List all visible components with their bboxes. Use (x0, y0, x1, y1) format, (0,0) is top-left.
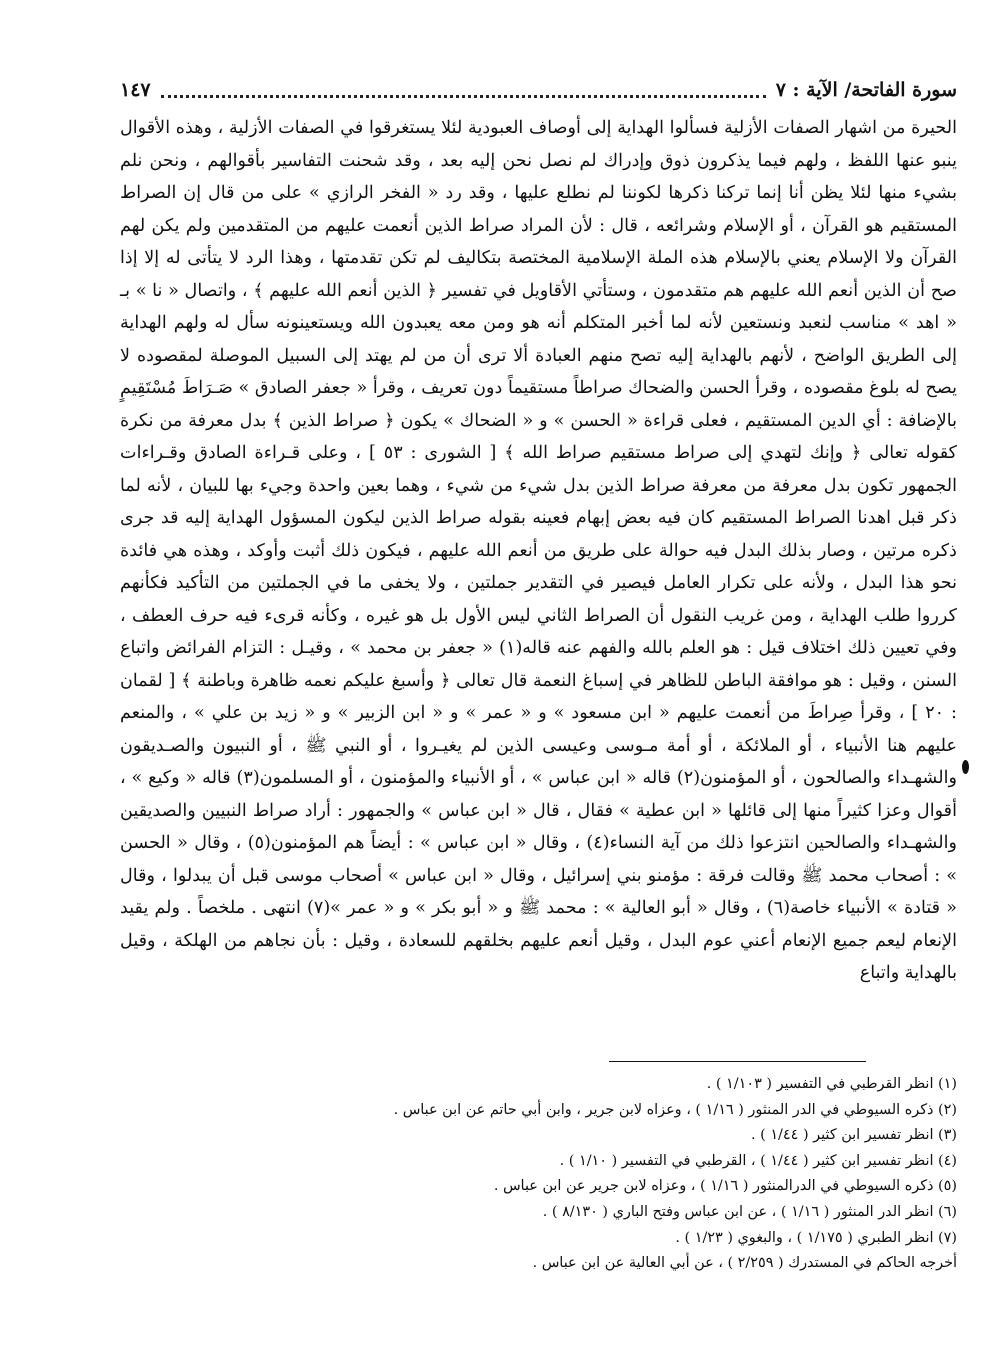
footnote-4: (٤) انظر تفسير ابن كثير ( ١/٤٤ ) ، القرطبي في التفسير ( ١/١٠ ) . (559, 1152, 957, 1169)
main-paragraph: الحيرة من اشهار الصفات الأزلية فسألوا الهداية إلى أوصاف العبودية لئلا يستغرقوا في الصفات الأزلية ، وهذه الأقوال ينبو عنها اللفظ ، ولهم فيما يذكرون ذوق وإدراك لم نصل نحن إليه بعد ، وقد شحنت التفاسير بأقوالهم ، ونحن نلم بشيء منها لئلا يظن أنا إنما تركنا ذكرها لكوننا لم نطلع عليها ، وقد رد « الفخر الرازي » على من قال إن الصراط المستقيم هو القرآن ، أو الإسلام وشرائعه ، قال : لأن المراد صراط الذين أنعمت عليهم من المتقدمين ولم يكن لهم القرآن ولا الإسلام يعني بالإسلام هذه الملة الإسلامية المختصة بتكاليف لم تكن تقدمتها ، وهذا الرد لا يتأتى له إلا إذا صح أن الذين أنعم الله عليهم هم متقدمون ، وستأتي الأقاويل في تفسير ﴿ الذين أنعم الله عليهم ﴾ ، واتصال « نا » بـ « اهد » مناسب لنعبد ونستعين لأنه لما أخبر المتكلم أنه هو ومن معه يعبدون الله ويستعينونه سأل له ولهم الهداية إلى الطريق الواضح ، لأنهم بالهداية إليه تصح منهم العبادة ألا ترى أن من لم يهتد إلى السبيل الموصلة لمقصوده لا يصح له بلوغ مقصوده ، وقرأ الحسن والضحاك صراطاً مستقيماً دون تعريف ، وقرأ « جعفر الصادق » صَـرَاطَ مُسْتَقِيمٍ بالإضافة : أي الدين المستقيم ، فعلى قراءة « الحسن » و « الضحاك » يكون ﴿ صراط الذين ﴾ بدل معرفة من نكرة كقوله تعالى ﴿ وإنك لتهدي إلى صراط مستقيم صراط الله ﴾ [ الشورى : ٥٣ ] ، وعلى قـراءة الصادق وقـراءات الجمهور تكون بدل معرفة من معرفة صراط الذين بدل شيء من شيء ، وهما بعين واحدة وجيء بها للبيان ، لأنه لما ذكر قبل اهدنا الصراط المستقيم كان فيه بعض إبهام فعينه بقوله صراط الذين ليكون المسؤول الهداية إليه قد جرى ذكره مرتين ، وصار بذلك البدل فيه حوالة على طريق من أنعم الله عليهم ، فيكون ذلك أثبت وأوكد ، وهذه هي فائدة نحو هذا البدل ، ولأنه على تكرار العامل فيصير في التقدير جملتين ، ولا يخفى ما في الجملتين من التأكيد فكأنهم كرروا طلب الهداية ، ومن غريب النقول أن الصراط الثاني ليس الأول بل هو غيره ، وكأنه قرىء فيه حرف العطف ، وفي تعيين ذلك اختلاف قيل : هو العلم بالله والفهم عنه قاله(١) « جعفر بن محمد » ، وقيـل : التزام الفرائض واتباع السنن ، وقيل : هو موافقة الباطن للظاهر في إسباغ النعمة قال تعالى ﴿ وأسبغ عليكم نعمه ظاهرة وباطنة ﴾ [ لقمان : ٢٠ ] ، وقرأ صِراطَ من أنعمت عليهم « ابن مسعود » و « عمر » و « ابن الزبير » و « زيد بن علي » ، والمنعم عليهم هنا الأنبياء ، أو الملائكة ، أو أمة مـوسى وعيسى الذين لم يغيـروا ، أو النبي ﷺ ، أو النبيون والصـديقون والشهـداء والصالحون ، أو المؤمنون(٢) قاله « ابن عباس » ، أو الأنبياء والمؤمنون ، أو المسلمون(٣) قاله « وكيع » ، أقوال وعزا كثيراً منها إلى قائلها « ابن عطية » فقال ، قال « ابن عباس » والجمهور : أراد صراط النبيين والصديقين والشهـداء والصالحين انتزعوا ذلك من آية النساء(٤) ، وقال « ابن عباس » : أيضاً هم المؤمنون(٥) ، وقال « الحسن » : أصحاب محمد ﷺ وقالت فرقة : مؤمنو بني إسرائيل ، وقال « ابن عباس » أصحاب موسى قبل أن يبدلوا ، وقال « قتادة » الأنبياء خاصة(٦) ، وقال « أبو العالية » : محمد ﷺ و « أبو بكر » و « عمر »(٧) انتهى . ملخصاً . ولم يقيد الإنعام ليعم جميع الإنعام أعني عوم البدل ، وقيل أنعم عليهم بخلقهم للسعادة ، وقيل : بأن نجاهم من الهلكة ، وقيل بالهداية واتباع (120, 118, 958, 983)
main-text (120, 112, 957, 990)
footnote-3: (٣) انظر تفسير ابن كثير ( ١/٤٤ ) . (750, 1127, 957, 1144)
footnote-7: (٧) انظر الطبري ( ١/١٧٥ ) ، والبغوي ( ١/٢٣ ) . (675, 1229, 957, 1246)
running-title: سورة الفاتحة/ الآية : ٧ (775, 79, 957, 101)
page-number: ١٤٧ (120, 79, 151, 101)
footnote-7-continuation: أخرجه الحاكم في المستدرك ( ٢/٢٥٩ ) ، عن أبي العالية عن ابن عباس . (532, 1255, 957, 1272)
footnote-5: (٥) ذكره السيوطي في الدرالمنثور ( ١/١٦ ) ، وعزاه لابن جرير عن ابن عباس . (493, 1178, 957, 1195)
footnotes (120, 1072, 957, 1277)
margin-mark (962, 760, 969, 774)
page-header (120, 72, 957, 108)
leader-dots (161, 95, 766, 98)
footnote-6: (٦) انظر الدر المنثور ( ١/١٦ ) ، عن ابن عباس وفتح الباري ( ٨/١٣٠ ) . (542, 1203, 957, 1220)
footnote-separator (609, 1061, 866, 1062)
footnote-1: (١) انظر القرطبي في التفسير ( ١/١٠٣ ) . (706, 1076, 957, 1092)
footnote-2: (٢) ذكره السيوطي في الدر المنثور ( ١/١٦ ) ، وعزاه لابن جرير ، وابن أبي حاتم عن ابن عباس . (393, 1101, 957, 1118)
